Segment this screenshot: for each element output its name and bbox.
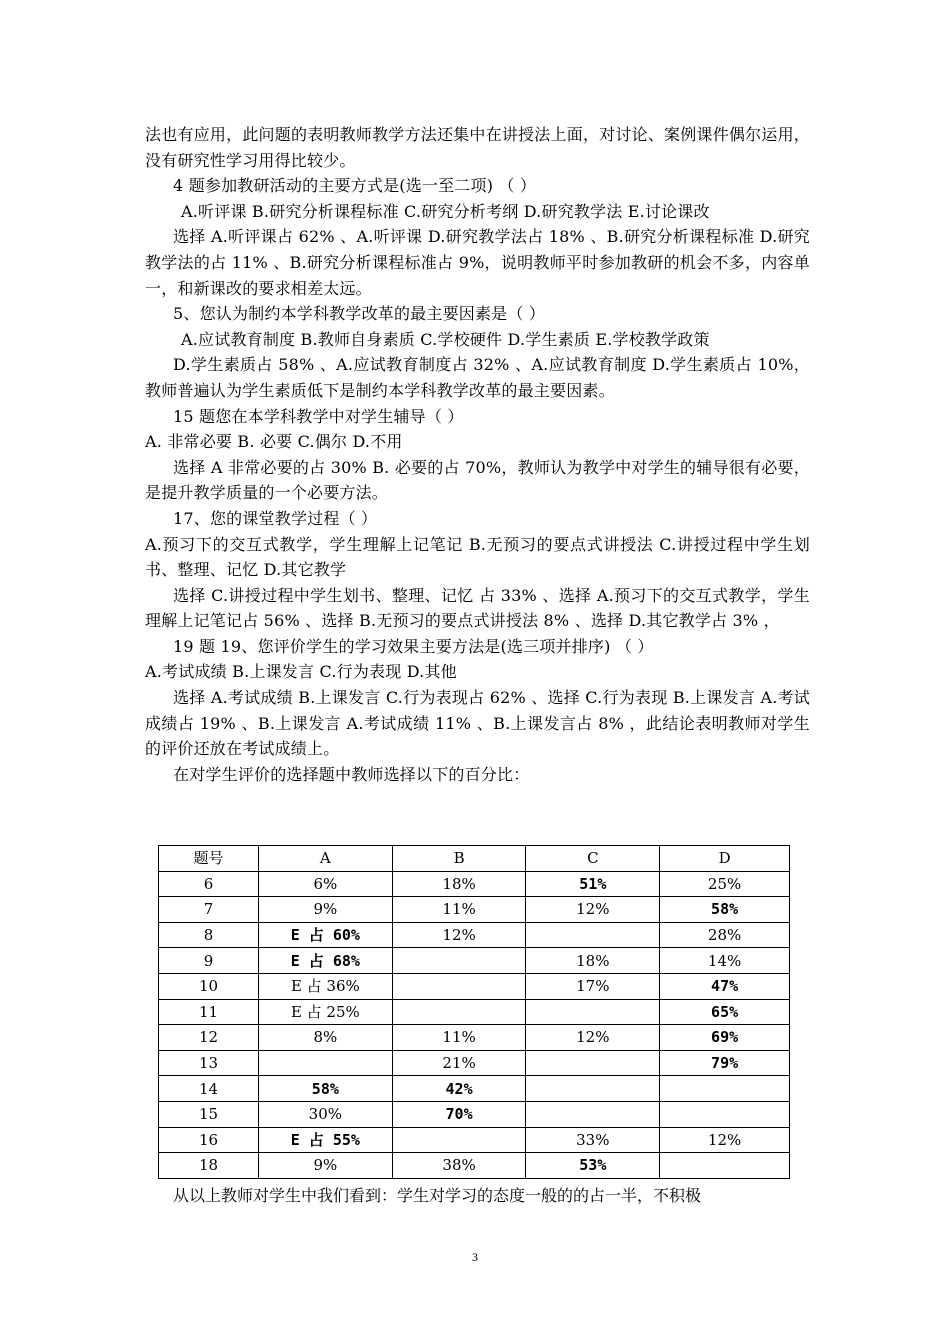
table-row <box>159 871 790 897</box>
table-row <box>159 1153 790 1179</box>
page-number: 3 <box>472 1250 478 1264</box>
table-cell: 12 <box>159 1025 259 1051</box>
table-cell: 6 <box>159 871 259 897</box>
table-cell: 42% <box>392 1076 526 1102</box>
table-cell: E 占 36% <box>258 973 392 999</box>
table-cell: E 占 55% <box>258 1127 392 1153</box>
table-cell <box>258 1050 392 1076</box>
table-cell: 47% <box>660 973 790 999</box>
table-cell <box>660 1101 790 1127</box>
paragraph: A.应试教育制度 B.教师自身素质 C.学校硬件 D.学生素质 E.学校教学政策 <box>181 329 710 349</box>
paragraph: 选择 A 非常必要的占 30% B. 必要的占 70%，教师认为教学中对学生的辅导很有必要，是提升教学质量的一个必要方法。 <box>145 457 810 503</box>
table-cell: 79% <box>660 1050 790 1076</box>
table-row <box>159 922 790 948</box>
table-cell: 16 <box>159 1127 259 1153</box>
table-cell: 14 <box>159 1076 259 1102</box>
paragraph: A.听评课 B.研究分析课程标准 C.研究分析考纲 D.研究教学法 E.讨论课改 <box>181 201 710 221</box>
table-cell: 25% <box>660 871 790 897</box>
paragraph: 19 题 19、您评价学生的学习效果主要方法是(选三项并排序) （ ） <box>173 636 654 656</box>
table-cell: 12% <box>526 1025 660 1051</box>
table-header-cell: B <box>392 846 526 872</box>
table-cell: 28% <box>660 922 790 948</box>
closing-paragraph: 从以上教师对学生中我们看到：学生对学习的态度一般的的占一半，不积极 <box>173 1186 702 1205</box>
table-cell: 9% <box>258 897 392 923</box>
table-cell <box>660 1076 790 1102</box>
table-caption: 在对学生评价的选择题中教师选择以下的百分比： <box>173 764 530 784</box>
table-cell: 8% <box>258 1025 392 1051</box>
paragraph: A.预习下的交互式教学，学生理解上记笔记 B.无预习的要点式讲授法 C.讲授过程中学生划书、整理、记忆 D.其它教学 <box>145 534 810 580</box>
paragraph: 15 题您在本学科教学中对学生辅导（ ） <box>173 406 464 426</box>
table-cell: 18 <box>159 1153 259 1179</box>
table-cell: 70% <box>392 1101 526 1127</box>
table-cell <box>526 1101 660 1127</box>
table-cell: 9% <box>258 1153 392 1179</box>
table-cell: E 占 25% <box>258 999 392 1025</box>
table-header-cell: D <box>660 846 790 872</box>
table-cell <box>392 999 526 1025</box>
table-cell: 17% <box>526 973 660 999</box>
table-cell: 14% <box>660 948 790 974</box>
table-cell: 10 <box>159 973 259 999</box>
table-cell: 65% <box>660 999 790 1025</box>
paragraph: D.学生素质占 58% 、A.应试教育制度占 32% 、A.应试教育制度 D.学生素质占 10%，教师普遍认为学生素质低下是制约本学科教学改革的最主要因素。 <box>145 355 810 400</box>
table-cell <box>526 999 660 1025</box>
table-row <box>159 999 790 1025</box>
table-cell: 69% <box>660 1025 790 1051</box>
table-row <box>159 1025 790 1051</box>
table-cell: 15 <box>159 1101 259 1127</box>
table-cell: 53% <box>526 1153 660 1179</box>
table-row <box>159 1076 790 1102</box>
table-cell: 30% <box>258 1101 392 1127</box>
table-cell: 58% <box>258 1076 392 1102</box>
table-row <box>159 897 790 923</box>
table-header-cell: A <box>258 846 392 872</box>
table-cell <box>392 948 526 974</box>
paragraph: 5、您认为制约本学科教学改革的最主要因素是（ ） <box>173 304 546 324</box>
table-cell: 33% <box>526 1127 660 1153</box>
table-cell: 21% <box>392 1050 526 1076</box>
table-cell: 58% <box>660 897 790 923</box>
table-cell <box>660 1153 790 1179</box>
paragraph: 4 题参加教研活动的主要方式是(选一至二项) （ ） <box>173 176 537 196</box>
table-cell: 18% <box>392 871 526 897</box>
table-body <box>159 871 790 1178</box>
table-header-cell: 题号 <box>159 846 259 872</box>
table-cell <box>392 1127 526 1153</box>
table-cell: 13 <box>159 1050 259 1076</box>
paragraph: A.考试成绩 B.上课发言 C.行为表现 D.其他 <box>145 662 457 682</box>
table-cell: 18% <box>526 948 660 974</box>
table-cell: 11 <box>159 999 259 1025</box>
table-cell: 11% <box>392 897 526 923</box>
table-row <box>159 1050 790 1076</box>
paragraph: 选择 C.讲授过程中学生划书、整理、记忆 占 33% 、选择 A.预习下的交互式教学，学生理解上记笔记占 56% 、选择 B.无预习的要点式讲授法 8% 、选择 D.其它教学占 3% ， <box>145 585 810 631</box>
table-cell: 12% <box>392 922 526 948</box>
table-cell: 38% <box>392 1153 526 1179</box>
table-cell: 7 <box>159 897 259 923</box>
table-cell: 51% <box>526 871 660 897</box>
table-header-cell: C <box>526 846 660 872</box>
paragraph: 选择 A.考试成绩 B.上课发言 C.行为表现占 62% 、选择 C.行为表现 B.上课发言 A.考试成绩占 19% 、B.上课发言 A.考试成绩 11% 、B.上课发言占 8% ，此结论表明教师对学生的评价还放在考试成绩上。 <box>145 688 810 759</box>
table-cell: E 占 68% <box>258 948 392 974</box>
table-cell: E 占 60% <box>258 922 392 948</box>
table-cell: 12% <box>526 897 660 923</box>
paragraph: 17、您的课堂教学过程（ ） <box>173 508 378 528</box>
table-cell: 9 <box>159 948 259 974</box>
table-cell <box>526 922 660 948</box>
paragraph: 选择 A.听评课占 62% 、A.听评课 D.研究教学法占 18% 、B.研究分析课程标准 D.研究教学法的占 11% 、B.研究分析课程标准占 9%，说明教师平时参加教研的机会不多，内容单一，和新课改的要求相差太远。 <box>145 227 810 298</box>
table-row <box>159 1127 790 1153</box>
table-cell: 6% <box>258 871 392 897</box>
table-cell: 11% <box>392 1025 526 1051</box>
table-row <box>159 948 790 974</box>
table-cell <box>526 1050 660 1076</box>
table-cell <box>392 973 526 999</box>
percentage-table <box>158 845 790 1179</box>
table-cell <box>526 1076 660 1102</box>
table-cell: 8 <box>159 922 259 948</box>
paragraph: A. 非常必要 B. 必要 C.偶尔 D.不用 <box>145 432 403 452</box>
table-cell: 12% <box>660 1127 790 1153</box>
paragraph: 法也有应用，此问题的表明教师教学方法还集中在讲授法上面，对讨论、案例课件偶尔运用，没有研究性学习用得比较少。 <box>145 125 810 170</box>
body-text <box>145 122 810 787</box>
table-row <box>159 1101 790 1127</box>
table-header-row <box>159 846 790 872</box>
table-row <box>159 973 790 999</box>
